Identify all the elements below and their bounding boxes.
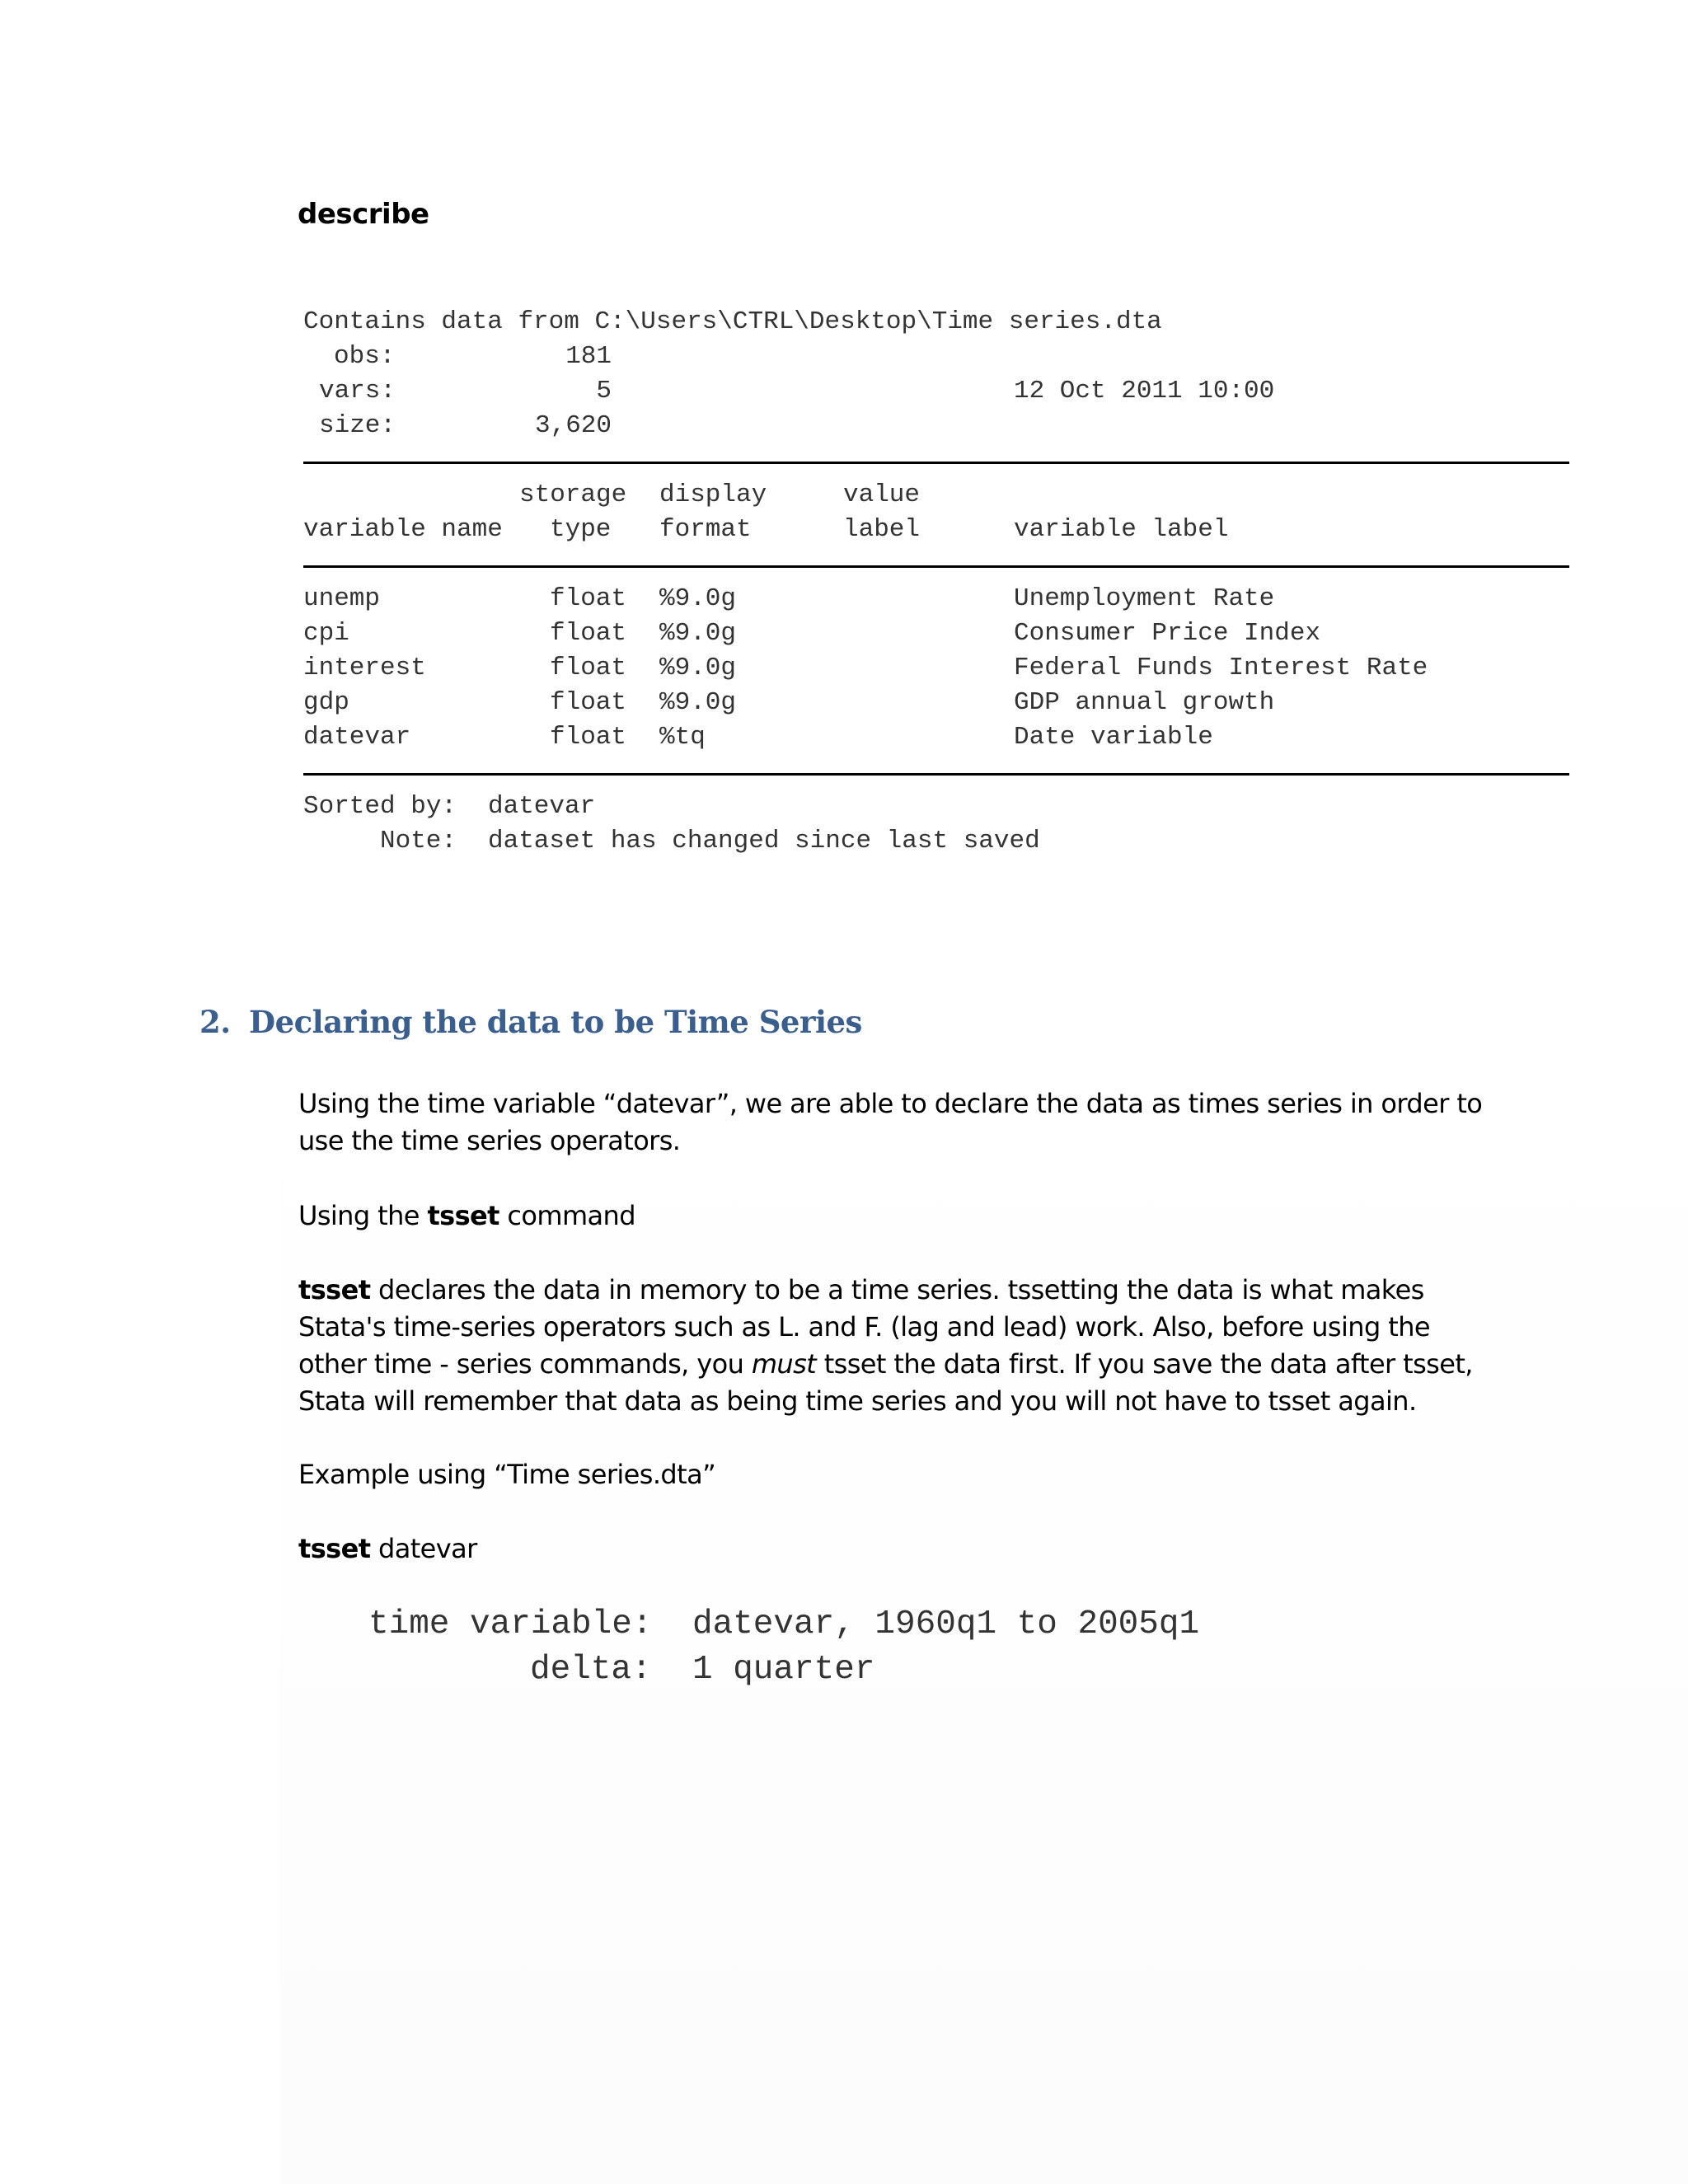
size-label: size: [319,411,396,440]
tsset-desc-must: must [751,1348,817,1380]
row-format: %9.0g [659,654,737,682]
row-format: %tq [659,723,706,752]
header-rule [303,565,1569,568]
time-variable-value: datevar, 1960q1 to 2005q1 [692,1605,1200,1643]
header-storage: storage [519,480,627,509]
row-label: Consumer Price Index [1014,619,1321,648]
note-value: dataset has changed since last saved [488,827,1040,855]
row-type: float [550,654,627,682]
row-label: Unemployment Rate [1014,584,1275,613]
header-label: label [843,515,921,544]
tsset-cmd: tsset [298,1274,371,1305]
header-format: format [659,515,752,544]
row-label: Federal Funds Interest Rate [1014,654,1428,682]
contains-line: Contains data from C:\Users\CTRL\Desktop\Time series.dta [303,307,1162,336]
tsset-description [298,1272,1502,1420]
obs-label: obs: [334,342,396,371]
row-type: float [550,723,627,752]
header-display: display [659,480,767,509]
tsset-desc-1: declares the data in memory to be a time series. tssetting the data is what makes Stata's time-series operators such as L. and F. (lag and lead) work. Also, before using the other time - series commands, you [298,1274,1430,1380]
row-type: float [550,619,627,648]
header-variable-name: variable name [303,515,503,544]
section-heading [199,1004,862,1040]
row-format: %9.0g [659,619,737,648]
command-line [298,1530,1502,1568]
row-format: %9.0g [659,688,737,717]
section-number: 2. [199,1004,231,1040]
header-variable-label: variable label [1014,515,1229,544]
intro-paragraph: Using the time variable “datevar”, we are able to declare the data as times series in order to use the time series operators. [298,1088,1483,1156]
header-type: type [550,515,612,544]
top-rule [303,462,1569,464]
sorted-value: datevar [488,792,596,821]
row-format: %9.0g [659,584,737,613]
row-type: float [550,584,627,613]
size-value: 3,620 [534,411,612,440]
delta-value: 1 quarter [692,1651,875,1689]
header-value: value [843,480,921,509]
sorted-label: Sorted by: [303,792,457,821]
example-paragraph: Example using “Time series.dta” [298,1459,716,1490]
using-post: command [499,1200,635,1231]
time-variable-label: time variable: [368,1605,653,1643]
using-pre: Using the [298,1200,428,1231]
row-name: cpi [303,619,349,648]
delta-label: delta: [530,1651,652,1689]
command-arg: datevar [370,1533,477,1564]
row-label: GDP annual growth [1014,688,1275,717]
command-name: tsset [298,1533,371,1564]
row-name: gdp [303,688,349,717]
using-tsset-paragraph [298,1197,1502,1235]
tsset-desc-2: tsset the data first. If you save the data after tsset, Stata will remember that data as being time series and you will not have to tsset again. [298,1348,1473,1417]
obs-value: 181 [565,342,612,371]
bottom-rule [303,773,1569,776]
section-title: Declaring the data to be Time Series [249,1004,862,1040]
vars-value: 5 [596,377,612,405]
row-name: unemp [303,584,381,613]
timestamp: 12 Oct 2011 10:00 [1014,377,1275,405]
row-name: interest [303,654,426,682]
describe-heading: describe [298,198,429,231]
using-cmd: tsset [427,1200,499,1231]
note-label: Note: [380,827,457,855]
row-name: datevar [303,723,411,752]
row-type: float [550,688,627,717]
row-label: Date variable [1014,723,1213,752]
vars-label: vars: [319,377,396,405]
